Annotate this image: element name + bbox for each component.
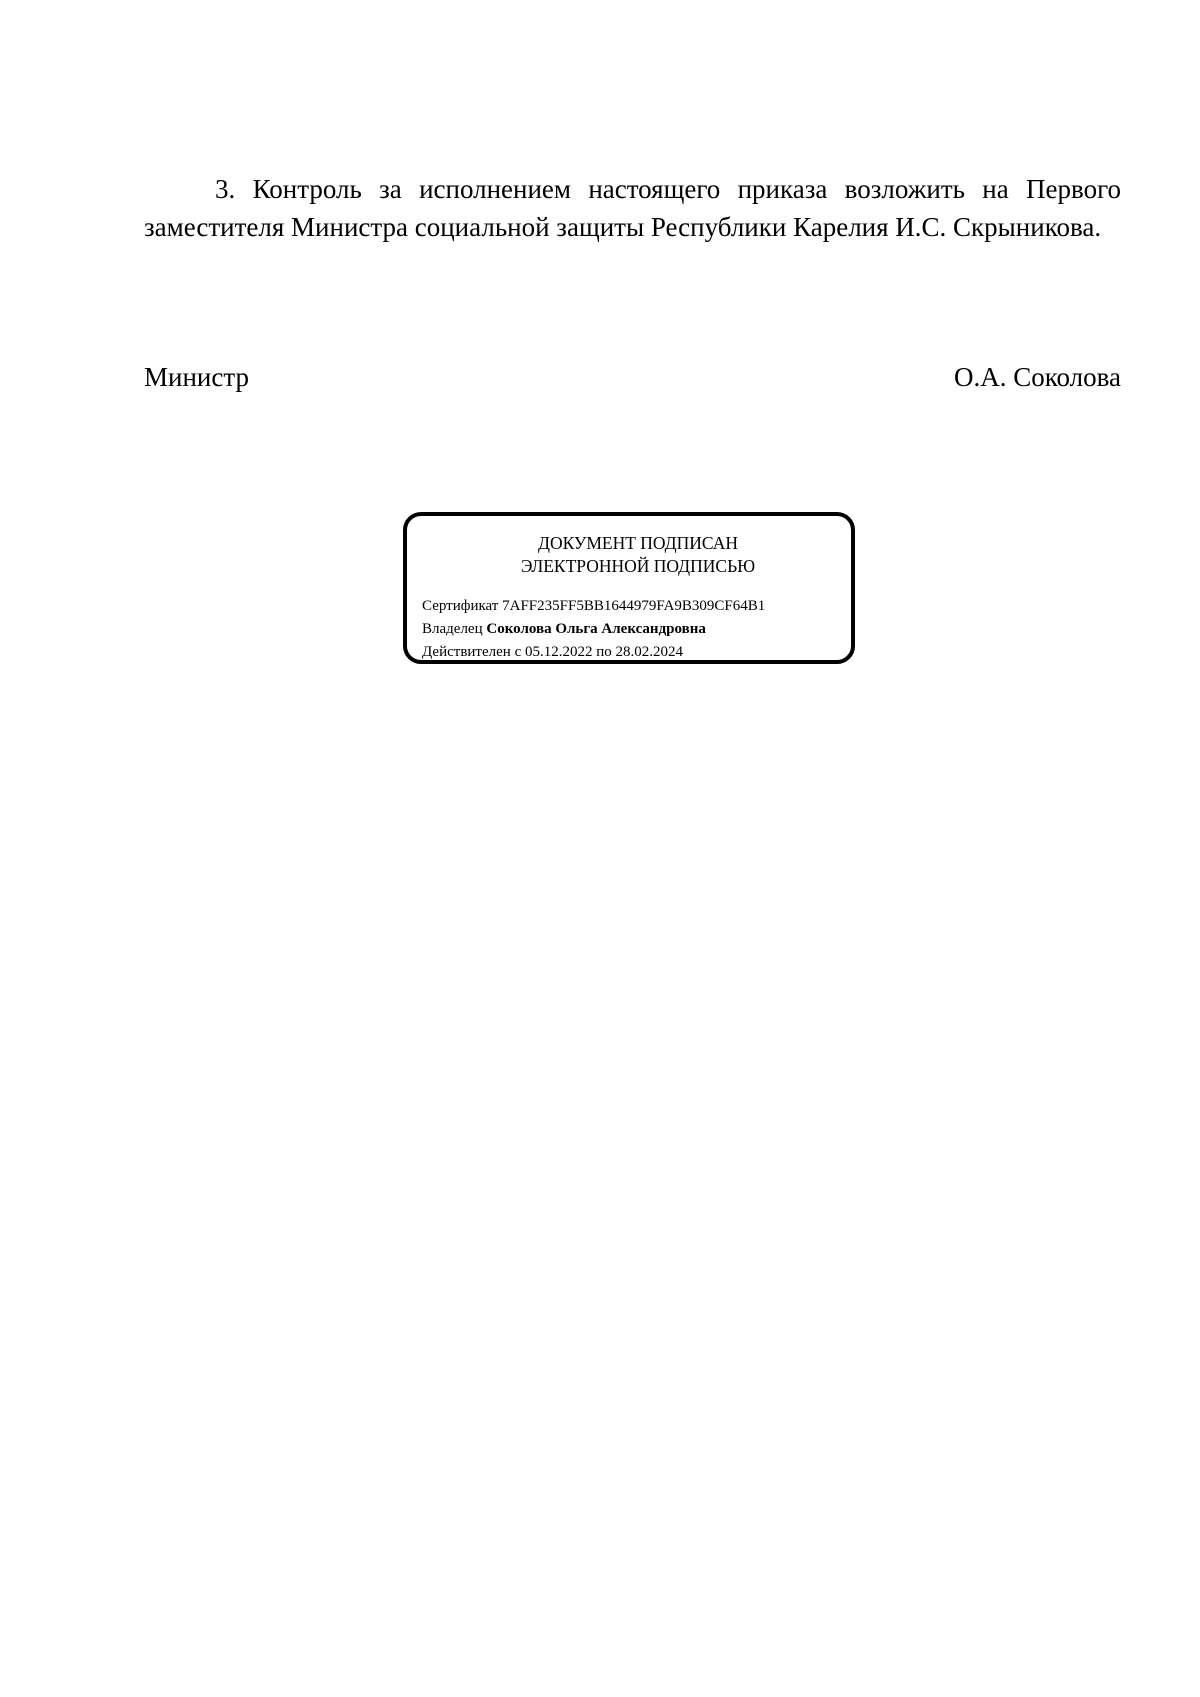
paragraph-control-clause: 3. Контроль за исполнением настоящего приказа возложить на Первого заместителя Министра социальной защиты Республики Карелия И.С. Скрыникова. (144, 174, 1121, 242)
valid-from-date: 05.12.2022 (524, 644, 593, 660)
stamp-certificate-row (422, 595, 765, 618)
signatory-name: О.А. Соколова (954, 362, 1121, 392)
valid-to-label: по (596, 644, 612, 660)
electronic-signature-stamp (403, 512, 855, 664)
owner-label: Владелец (422, 621, 483, 637)
stamp-validity-row (422, 641, 765, 664)
valid-from-label: с (514, 644, 522, 660)
signatory-title: Министр (144, 362, 249, 392)
stamp-details (422, 595, 765, 664)
signature-block (144, 358, 1121, 398)
certificate-label: Сертификат (422, 598, 499, 614)
stamp-header-line-2: ЭЛЕКТРОННОЙ ПОДПИСЬЮ (520, 556, 756, 576)
valid-label: Действителен (422, 644, 511, 660)
certificate-value: 7AFF235FF5BB1644979FA9B309CF64B1 (502, 598, 766, 614)
stamp-owner-row (422, 618, 765, 641)
stamp-header-line-1: ДОКУМЕНТ ПОДПИСАН (538, 533, 738, 553)
valid-to-date: 28.02.2024 (615, 644, 684, 660)
stamp-header (407, 532, 851, 578)
owner-value: Соколова Ольга Александровна (486, 621, 706, 637)
